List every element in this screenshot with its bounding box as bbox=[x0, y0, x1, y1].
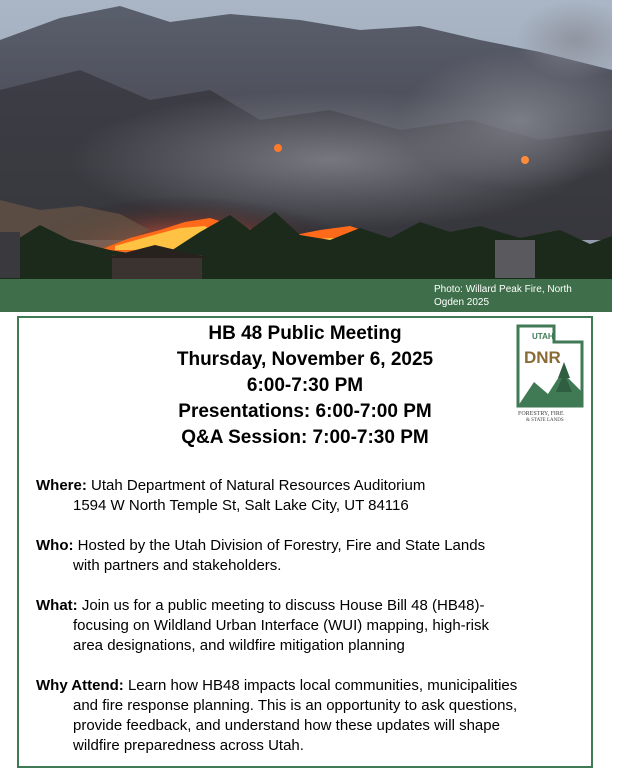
photo-caption: Photo: Willard Peak Fire, North Ogden 2025 bbox=[434, 284, 572, 308]
who-label: Who: bbox=[36, 537, 74, 554]
meeting-card bbox=[17, 316, 593, 768]
what-line3: area designations, and wildfire mitigation planning bbox=[73, 637, 405, 654]
logo-subtitle-1: FORESTRY, FIRE bbox=[518, 411, 564, 417]
meeting-date: Thursday, November 6, 2025 bbox=[176, 349, 434, 370]
meeting-details bbox=[36, 476, 591, 776]
who-line1: Hosted by the Utah Division of Forestry, Fire and State Lands bbox=[77, 537, 486, 554]
where-line1: Utah Department of Natural Resources Auditorium bbox=[91, 477, 426, 494]
where-line2: 1594 W North Temple St, Salt Lake City, UT 84116 bbox=[73, 497, 409, 514]
why-line1: Learn how HB48 impacts local communities, municipalities bbox=[127, 677, 518, 694]
why-line4: wildfire preparedness across Utah. bbox=[73, 737, 304, 754]
why-line2: and fire response planning. This is an opportunity to ask questions, bbox=[73, 697, 518, 714]
why-line3: provide feedback, and understand how these updates will shape bbox=[73, 717, 500, 734]
who-section bbox=[36, 536, 591, 576]
where-section bbox=[36, 476, 591, 516]
who-line2: with partners and stakeholders. bbox=[73, 557, 282, 574]
why-label: Why Attend: bbox=[36, 677, 124, 694]
what-label: What: bbox=[36, 597, 78, 614]
qa-time: Q&A Session: 7:00-7:30 PM bbox=[181, 427, 429, 448]
meeting-time: 6:00-7:30 PM bbox=[246, 375, 364, 396]
wildfire-photo bbox=[0, 0, 612, 312]
logo-dnr: DNR bbox=[524, 348, 561, 367]
what-line1: Join us for a public meeting to discuss House Bill 48 (HB48)- bbox=[81, 597, 485, 614]
what-section bbox=[36, 596, 591, 656]
meeting-title: HB 48 Public Meeting bbox=[208, 323, 402, 344]
utah-dnr-logo bbox=[514, 322, 586, 422]
meeting-header bbox=[19, 321, 591, 451]
presentations-time: Presentations: 6:00-7:00 PM bbox=[178, 401, 432, 422]
why-section bbox=[36, 676, 591, 756]
logo-subtitle-2: & STATE LANDS bbox=[526, 418, 564, 422]
where-label: Where: bbox=[36, 477, 87, 494]
logo-utah: UTAH bbox=[532, 332, 554, 341]
what-line2: focusing on Wildland Urban Interface (WUI) mapping, high-risk bbox=[73, 617, 490, 634]
